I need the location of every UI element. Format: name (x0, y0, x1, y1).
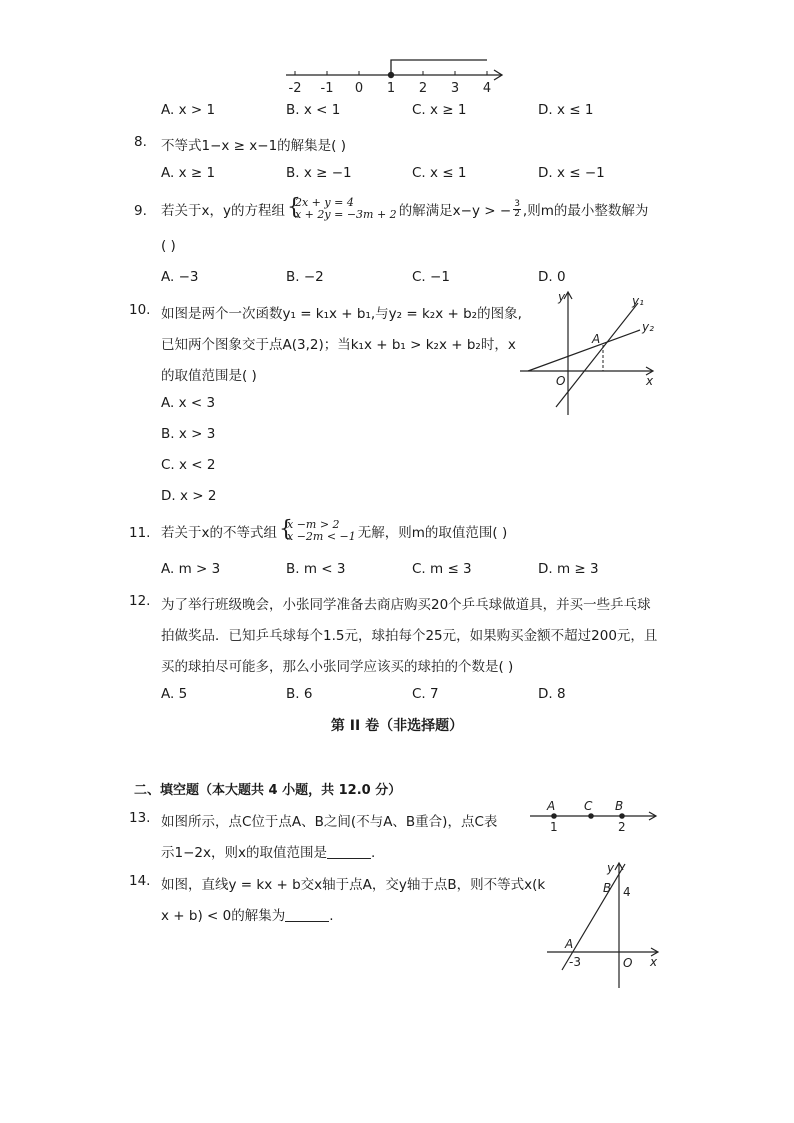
point-c (588, 813, 594, 819)
question-number: 14. (129, 873, 151, 889)
question-number: 11. (129, 525, 151, 541)
question-stem-cont: ( ) (161, 238, 176, 254)
q12-option-c[interactable]: C. 7 (412, 686, 439, 702)
stem-text: ,则m的最小整数解为 (522, 203, 649, 219)
inequality-system (279, 519, 356, 543)
part-2-title: 第 II 卷（非选择题） (330, 718, 464, 734)
q13-number-line (528, 798, 662, 836)
q7-option-a[interactable]: A. x > 1 (161, 102, 216, 118)
q10-option-d[interactable]: D. x > 2 (161, 488, 217, 504)
question-stem-line: 已知两个图象交于点A(3,2)；当k₁x + b₁ > k₂x + b₂时，x (161, 337, 516, 353)
q8-option-c[interactable]: C. x ≤ 1 (412, 165, 467, 181)
inequality-line: x −2m < −1 (287, 530, 356, 543)
q7-option-d[interactable]: D. x ≤ 1 (538, 102, 594, 118)
question-number: 12. (129, 593, 151, 609)
q12-option-d[interactable]: D. 8 (538, 686, 566, 702)
solid-endpoint (388, 72, 394, 78)
question-stem (161, 517, 507, 545)
question-stem (161, 195, 648, 223)
answer-blank[interactable] (327, 846, 371, 859)
fraction-numerator: 3 (514, 198, 520, 209)
q14-graph (545, 858, 665, 992)
question-stem: 不等式1−x ≥ x−1的解集是( ) (161, 138, 346, 154)
question-number: 10. (129, 302, 151, 318)
stem-text: 无解，则m的取值范围( ) (357, 525, 508, 541)
label-c: C (584, 799, 593, 813)
tick-label: 0 (354, 81, 364, 96)
question-stem-line: 拍做奖品．已知乒乓球每个1.5元，球拍每个25元，如果购买金额不超过200元，且 (161, 628, 658, 644)
q10-graph (518, 285, 666, 420)
q11-option-c[interactable]: C. m ≤ 3 (412, 561, 472, 577)
tick-label: -2 (288, 81, 302, 96)
section-2-title: 二、填空题（本大题共 4 小题，共 12.0 分） (134, 783, 402, 798)
question-stem-line: 如图所示，点C位于点A、B之间(不与A、B重合)，点C表 (161, 814, 498, 830)
q10-option-c[interactable]: C. x < 2 (161, 457, 216, 473)
question-number: 9. (134, 203, 147, 219)
tick-label: -1 (320, 81, 334, 96)
brace-symbol: { (286, 195, 301, 220)
q11-option-d[interactable]: D. m ≥ 3 (538, 561, 599, 577)
question-stem-line: 为了举行班级晚会，小张同学准备去商店购买20个乒乓球做道具，并买一些乒乓球 (161, 597, 651, 613)
line-y1-label: y₁ (632, 294, 644, 308)
q12-option-a[interactable]: A. 5 (161, 686, 188, 702)
equation-system (287, 197, 397, 221)
a-value-label: -3 (569, 955, 581, 969)
q9-option-b[interactable]: B. −2 (286, 269, 324, 285)
tick-1: 1 (550, 820, 558, 834)
x-axis-label: x (646, 374, 654, 388)
solution-ray (391, 60, 487, 75)
point-b (619, 813, 625, 819)
question-stem-line: 买的球拍尽可能多，那么小张同学应该买的球拍的个数是( ) (161, 659, 514, 675)
tick-label: 4 (482, 81, 492, 96)
inequality-line: x −m > 2 (287, 518, 340, 531)
equation-line: 2x + y = 4 (294, 196, 354, 209)
point-b-label: B (603, 881, 612, 895)
question-stem-line (161, 841, 375, 861)
tick-2: 2 (618, 820, 626, 834)
y-axis-label: y (607, 861, 615, 875)
q8-option-b[interactable]: B. x ≥ −1 (286, 165, 352, 181)
b-value-label: 4 (623, 885, 631, 899)
tick-label: 2 (418, 81, 428, 96)
point-a (551, 813, 557, 819)
stem-text: x + b) < 0的解集为 (161, 908, 286, 924)
question-stem-line: 的取值范围是( ) (161, 368, 257, 384)
q11-option-a[interactable]: A. m > 3 (161, 561, 221, 577)
stem-text: 若关于x，y的方程组 (161, 203, 285, 219)
fraction (513, 200, 521, 219)
q12-option-b[interactable]: B. 6 (286, 686, 313, 702)
q9-option-a[interactable]: A. −3 (161, 269, 199, 285)
stem-text: 示1−2x，则x的取值范围是 (161, 845, 327, 861)
q7-option-c[interactable]: C. x ≥ 1 (412, 102, 467, 118)
tick-label: 1 (386, 81, 396, 96)
q11-option-b[interactable]: B. m < 3 (286, 561, 346, 577)
fraction-denominator: 2 (514, 208, 520, 219)
question-number: 8. (134, 134, 147, 150)
q10-option-a[interactable]: A. x < 3 (161, 395, 216, 411)
stem-text: . (329, 908, 334, 924)
number-line-figure (280, 52, 510, 98)
label-a: A (547, 799, 556, 813)
label-b: B (615, 799, 624, 813)
brace-symbol: { (279, 517, 293, 542)
line-y2 (528, 330, 640, 371)
answer-blank[interactable] (285, 909, 329, 922)
stem-text: 若关于x的不等式组 (161, 525, 277, 541)
point-a-label: A (592, 332, 601, 346)
question-stem-line: 如图，直线y = kx + b交x轴于点A，交y轴于点B，则不等式x(k (161, 877, 546, 893)
origin-label: O (556, 374, 566, 388)
stem-text: . (370, 845, 376, 861)
q9-option-d[interactable]: D. 0 (538, 269, 566, 285)
origin-label: O (623, 956, 633, 970)
q7-option-b[interactable]: B. x < 1 (286, 102, 341, 118)
q9-option-c[interactable]: C. −1 (412, 269, 450, 285)
tick-label: 3 (450, 81, 460, 96)
line-y2-label: y₂ (642, 320, 654, 334)
q8-option-d[interactable]: D. x ≤ −1 (538, 165, 605, 181)
x-axis-label: x (650, 955, 658, 969)
question-number: 13. (129, 810, 151, 826)
y-axis-label: y (558, 290, 566, 304)
question-stem-line: 如图是两个一次函数y₁ = k₁x + b₁,与y₂ = k₂x + b₂的图象, (161, 306, 522, 322)
stem-text: 的解满足x−y > − (398, 203, 512, 219)
point-a-label: A (565, 937, 574, 951)
equation-line: x + 2y = −3m + 2 (294, 208, 397, 221)
q10-option-b[interactable]: B. x > 3 (161, 426, 216, 442)
q8-option-a[interactable]: A. x ≥ 1 (161, 165, 216, 181)
question-stem-line (161, 904, 334, 924)
